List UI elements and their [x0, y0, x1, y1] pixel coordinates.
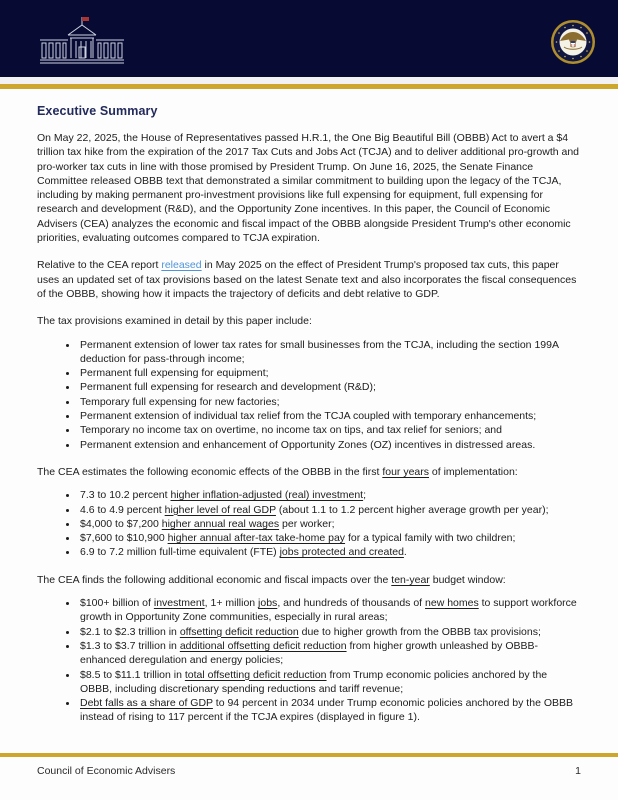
text-run: $7,600 to $10,900 [80, 532, 168, 545]
text-run: 4.6 to 4.9 percent [80, 503, 165, 516]
emphasized-text: Debt falls as a share of GDP [80, 697, 213, 710]
emphasized-text: higher level of real GDP [164, 503, 276, 516]
header-gap [0, 77, 618, 84]
document-content [0, 104, 618, 725]
text-run: The CEA estimates the following economic effects of the OBBB in the first [37, 465, 383, 478]
emphasized-text: total offsetting deficit reduction [184, 668, 327, 681]
emphasized-text: new homes [425, 597, 479, 610]
paragraph [37, 131, 581, 245]
text-run: Permanent extension of lower tax rates for small businesses from the TCJA, including the section 199A deduction for pass-through income; [80, 338, 559, 365]
text-run: per worker; [279, 517, 335, 530]
emphasized-text: jobs protected and created [279, 546, 404, 559]
text-run: The CEA finds the following additional economic and fiscal impacts over the [37, 573, 392, 586]
bullet-item [78, 488, 581, 502]
footer-page-number: 1 [575, 765, 581, 777]
emphasized-text: higher inflation-adjusted (real) investment [170, 489, 364, 502]
bullet-list [37, 338, 581, 452]
emphasized-text: additional offsetting deficit reduction [179, 639, 347, 652]
text-run: . [403, 546, 407, 559]
emphasized-text: jobs [258, 597, 278, 610]
header-gold-rule [0, 84, 618, 89]
text-run: Temporary full expensing for new factories; [80, 395, 280, 408]
text-run: 6.9 to 7.2 million full-time equivalent (FTE) [80, 546, 280, 559]
bullet-item [78, 338, 581, 367]
paragraph [37, 258, 581, 301]
bullet-item [78, 395, 581, 409]
text-run: 7.3 to 10.2 percent [80, 489, 171, 502]
text-run: Temporary no income tax on overtime, no income tax on tips, and tax relief for seniors; and [80, 424, 502, 437]
bullet-list [37, 488, 581, 559]
text-run: ; [363, 489, 367, 502]
text-run: to support workforce growth in Opportunity Zone communities, especially in rural areas; [80, 597, 577, 624]
page-footer [37, 765, 581, 777]
bullet-item [78, 696, 581, 725]
text-run: Permanent full expensing for equipment; [80, 367, 269, 380]
text-run: On May 22, 2025, the House of Representatives passed H.R.1, the One Big Beautiful Bill (OBBB) Act to avert a $4 trillion tax hike from the expiration of the 2017 Tax Cuts and Jobs Act (TCJA) and to deliver additional pro-growth and pro-worker tax cuts in line with those promised by President Trump. On June 16, 2025, the Senate Finance Committee released OBBB text that demonstrated a similar commitment to building upon the legacy of the TCJA, including by making permanent pro-investment provisions like full expensing for equipment, full expensing for research and development (R&D), and the Opportunity Zone incentives. In this paper, the Council of Economic Advisers (CEA) analyzes the economic and fiscal impact of the OBBB alongside President Trump's other economic priorities, evaluating outcomes compared to TCJA expiration. [37, 132, 580, 245]
bullet-item [78, 545, 581, 559]
paragraph [37, 314, 581, 328]
bullet-item [78, 517, 581, 531]
page-header [0, 0, 618, 77]
white-house-icon [38, 14, 126, 71]
text-run: Permanent extension and enhancement of Opportunity Zones (OZ) incentives in distressed areas. [80, 438, 536, 451]
bullet-item [78, 625, 581, 639]
text-run: of implementation: [429, 465, 518, 478]
text-run: Permanent extension of individual tax relief from the TCJA coupled with temporary enhancements; [80, 410, 537, 423]
eop-seal-icon [550, 19, 596, 70]
text-run: The tax provisions examined in detail by this paper include: [37, 315, 312, 328]
text-run: $1.3 to $3.7 trillion in [80, 639, 180, 652]
bullet-item [78, 639, 581, 668]
bullet-item [78, 366, 581, 380]
bullet-list [37, 596, 581, 725]
emphasized-text: higher annual real wages [161, 517, 280, 530]
text-run: from higher growth unleashed by OBBB-enhanced deregulation and energy policies; [80, 639, 538, 667]
text-run: from Trump economic policies anchored by the OBBB, including discretionary spending reductions and tariff revenue; [80, 668, 548, 695]
text-run: budget window: [429, 573, 506, 586]
bullet-item [78, 596, 581, 625]
text-run: for a typical family with two children; [345, 532, 516, 545]
emphasized-text: investment [153, 597, 205, 610]
bullet-item [78, 531, 581, 545]
bullet-item [78, 423, 581, 437]
text-run: due to higher growth from the OBBB tax provisions; [298, 625, 541, 638]
emphasized-text: four years [382, 465, 429, 478]
text-run: to 94 percent in 2034 under Trump economic policies anchored by the OBBB instead of rising to 117 percent if the TCJA expires (displayed in figure 1). [80, 697, 574, 724]
text-run: $8.5 to $11.1 trillion in [80, 668, 185, 681]
text-run: , and hundreds of thousands of [277, 597, 426, 610]
text-run: Relative to the CEA report [37, 259, 162, 272]
emphasized-text: higher annual after-tax take-home pay [167, 532, 346, 545]
text-run: Permanent full expensing for research and development (R&D); [80, 381, 376, 394]
text-run: $2.1 to $2.3 trillion in [80, 625, 180, 638]
bullet-item [78, 438, 581, 452]
paragraph [37, 465, 581, 479]
emphasized-text: ten-year [391, 573, 430, 586]
footer-organization: Council of Economic Advisers [37, 765, 176, 777]
text-run: , 1+ million [204, 597, 259, 610]
document-blocks [37, 131, 581, 725]
text-run: in May 2025 on the effect of President Trump's proposed tax cuts, this paper uses an updated set of tax provisions based on the latest Senate text and also incorporates the fiscal consequences of the OBBB, showing how it impacts the trajectory of deficits and debt relative to GDP. [37, 259, 577, 300]
footer-gold-rule [0, 753, 618, 757]
bullet-item [78, 503, 581, 517]
text-run: $4,000 to $7,200 [80, 517, 162, 530]
bullet-item [78, 668, 581, 697]
bullet-item [78, 380, 581, 394]
page-title: Executive Summary [37, 104, 158, 118]
emphasized-text: offsetting deficit reduction [179, 625, 299, 638]
text-run: (about 1.1 to 1.2 percent higher average growth per year); [275, 503, 549, 516]
text-run: $100+ billion of [80, 597, 154, 610]
paragraph [37, 573, 581, 587]
bullet-item [78, 409, 581, 423]
released-link[interactable]: released [161, 259, 202, 272]
